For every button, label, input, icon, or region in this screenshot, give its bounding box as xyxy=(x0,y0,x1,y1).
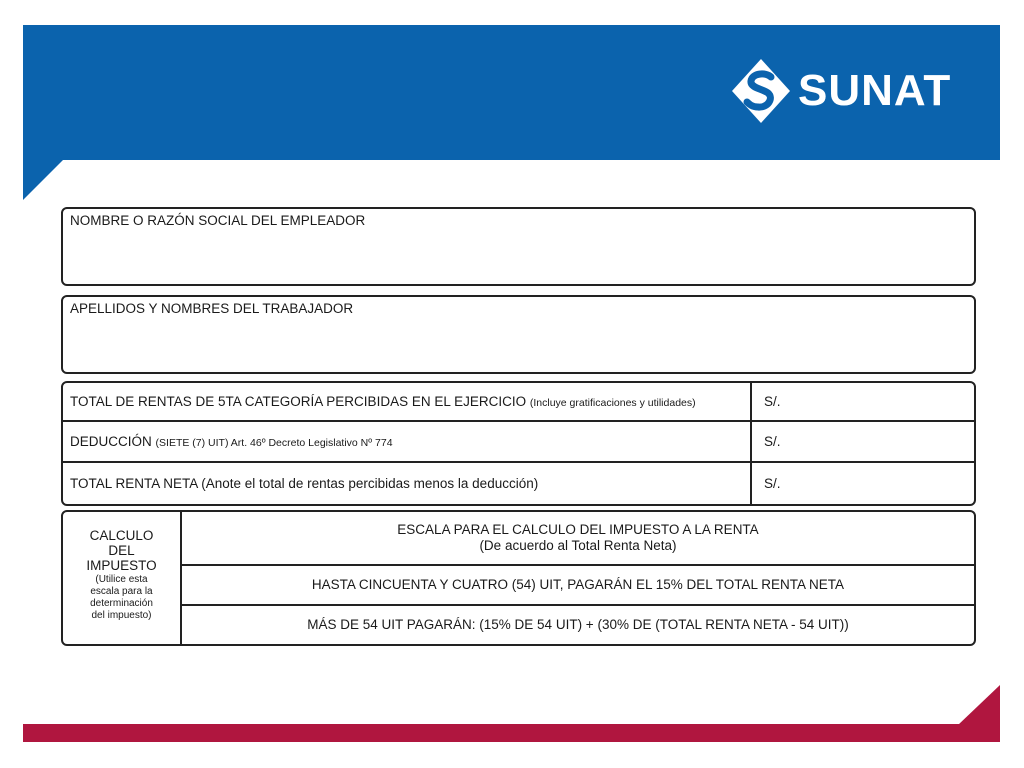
tier-2-cell xyxy=(182,606,974,644)
table-row-total-rentas xyxy=(63,383,974,420)
tier-1-cell xyxy=(182,566,974,604)
escala-title-cell xyxy=(182,512,974,564)
table-row-deduccion xyxy=(63,422,974,461)
trabajador-box[interactable] xyxy=(61,295,976,374)
renta-neta-label: TOTAL RENTA NETA (Anote el total de rentas percibidas menos la deducción) xyxy=(70,476,539,491)
brand-name: SUNAT xyxy=(798,66,952,115)
total-rentas-label: TOTAL DE RENTAS DE 5TA CATEGORÍA PERCIBIDAS EN EL EJERCICIO (Incluye gratificaciones y utilidades) xyxy=(70,394,696,409)
rentas-table xyxy=(61,381,976,506)
escala-title: ESCALA PARA EL CALCULO DEL IMPUESTO A LA RENTA xyxy=(397,522,759,537)
calculo-table xyxy=(61,510,976,646)
empleador-box[interactable] xyxy=(61,207,976,286)
footer-band xyxy=(23,724,1000,742)
calculo-header-cell xyxy=(63,512,182,644)
tier-1-text: HASTA CINCUENTA Y CUATRO (54) UIT, PAGARÁN EL 15% DEL TOTAL RENTA NETA xyxy=(311,577,845,592)
total-rentas-amount[interactable]: S/. xyxy=(764,394,781,409)
deduccion-amount[interactable]: S/. xyxy=(764,434,781,449)
escala-subtitle: (De acuerdo al Total Renta Neta) xyxy=(479,538,677,553)
sunat-diamond-s-logo-icon xyxy=(730,57,792,125)
tier-2-text: MÁS DE 54 UIT PAGARÁN: (15% DE 54 UIT) + (30% DE (TOTAL RENTA NETA - 54 UIT)) xyxy=(307,617,849,632)
calculo-title: CALCULO DEL IMPUESTO xyxy=(86,528,157,573)
footer-triangle xyxy=(958,685,1000,725)
renta-neta-amount[interactable]: S/. xyxy=(764,476,781,491)
calculo-note: (Utilice esta escala para la determinación del impuesto) xyxy=(90,574,153,621)
deduccion-label: DEDUCCIÓN (SIETE (7) UIT) Art. 46º Decreto Legislativo Nº 774 xyxy=(70,434,393,449)
sunat-logo xyxy=(730,57,951,125)
empleador-label: NOMBRE O RAZÓN SOCIAL DEL EMPLEADOR xyxy=(70,213,366,228)
header-notch xyxy=(23,159,64,200)
table-row-renta-neta xyxy=(63,463,974,504)
trabajador-label: APELLIDOS Y NOMBRES DEL TRABAJADOR xyxy=(70,301,354,316)
